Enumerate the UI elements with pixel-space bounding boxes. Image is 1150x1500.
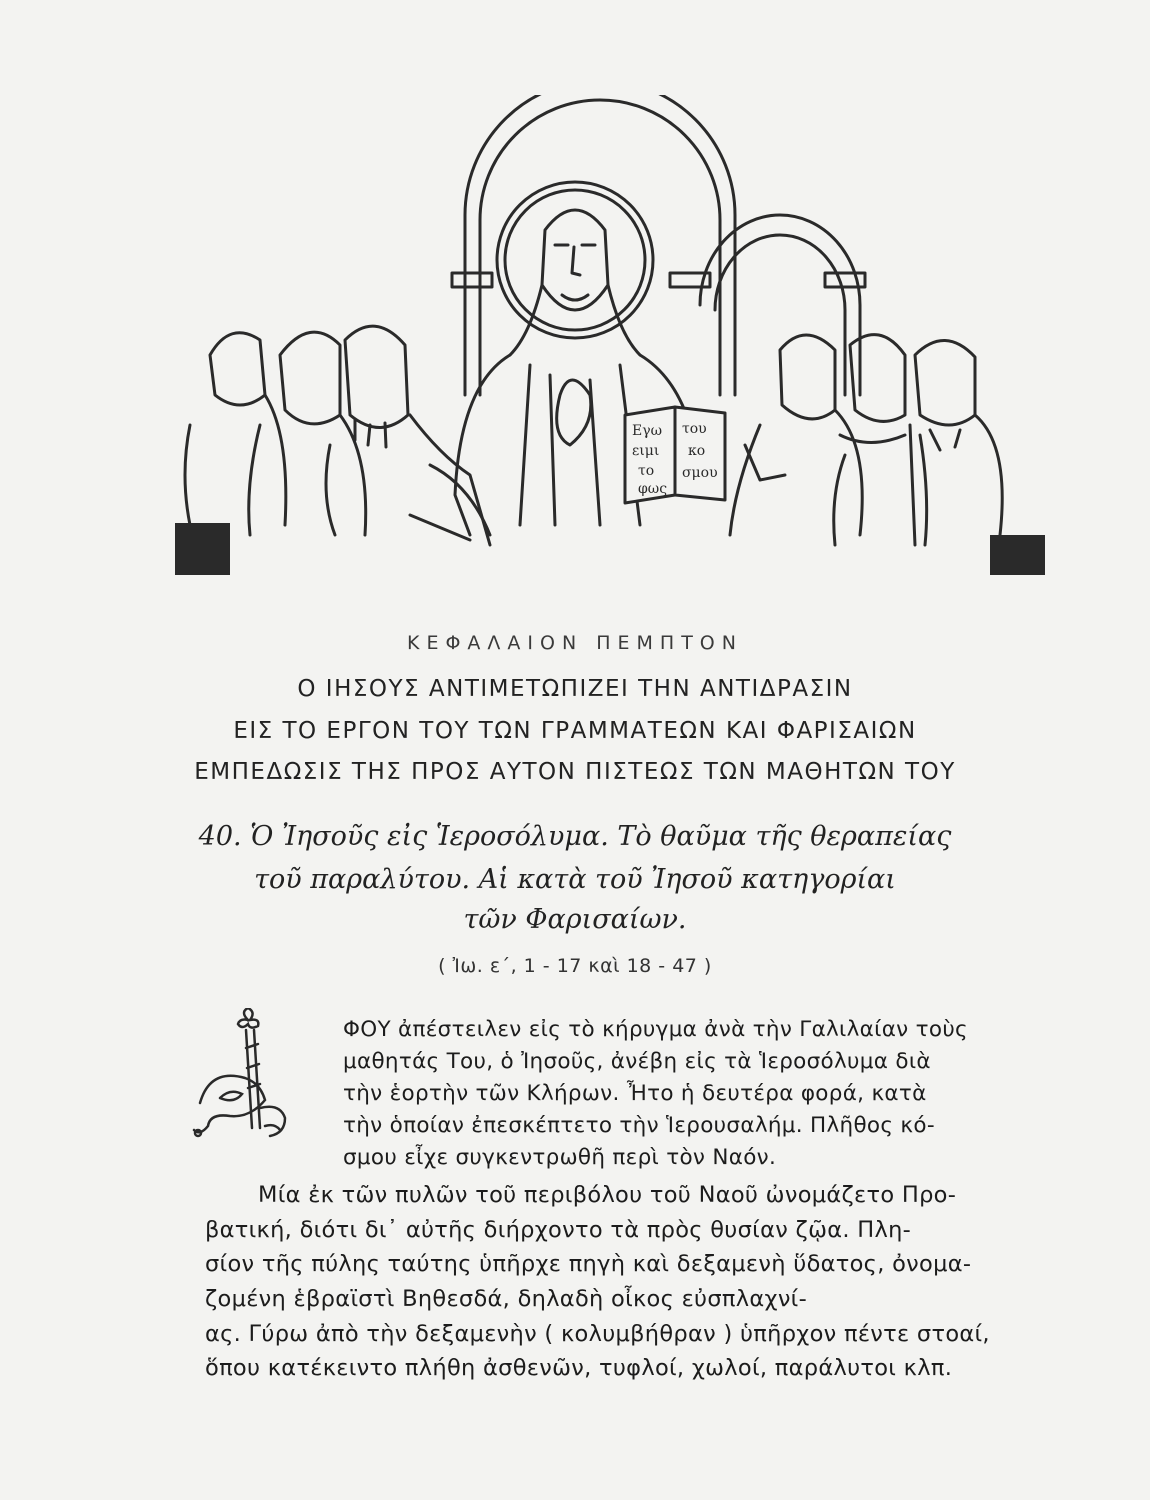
paragraph-line-3: σίον τῆς πύλης ταύτης ὑπῆρχε πηγὴ καὶ δεξαμενὴ ὕδατος, ὀνομα- — [205, 1251, 972, 1277]
right-figures — [730, 335, 1002, 545]
book-text-left-4: φως — [638, 481, 668, 497]
dropcap-paragraph-line-5: σμου εἶχε συγκεντρωθῆ περὶ τὸν Ναόν. — [343, 1145, 777, 1170]
chapter-heading-line-1: Ο ΙΗΣΟΥΣ ΑΝΤΙΜΕΤΩΠΙΖΕΙ ΤΗΝ ΑΝΤΙΔΡΑΣΙΝ — [297, 676, 853, 702]
book-text-right-3: σμου — [682, 465, 718, 481]
book-text-left-2: ειμι — [632, 443, 660, 459]
book-text-left-1: Εγω — [632, 423, 663, 439]
left-figures — [185, 326, 490, 545]
dropcap-paragraph-line-4: τὴν ὁποίαν ἐπεσκέπτετο τὴν Ἱερουσαλήμ. Πλῆθος κό- — [343, 1113, 935, 1138]
chapter-heading-line-3: ΕΜΠΕΔΩΣΙΣ ΤΗΣ ΠΡΟΣ ΑΥΤΟΝ ΠΙΣΤΕΩΣ ΤΩΝ ΜΑΘΗΤΩΝ ΤΟΥ — [194, 759, 956, 785]
section-title-line-3: τῶν Φαρισαίων. — [463, 904, 687, 935]
paragraph-line-4: ζομένη ἑβραϊστὶ Βηθεσδά, δηλαδὴ οἶκος εὐσπλαχνί- — [205, 1286, 808, 1312]
open-book-icon — [625, 407, 725, 503]
christ-teaching-illustration — [170, 95, 1050, 585]
chapter-heading-line-2: ΕΙΣ ΤΟ ΕΡΓΟΝ ΤΟΥ ΤΩΝ ΓΡΑΜΜΑΤΕΩΝ ΚΑΙ ΦΑΡΙΣΑΙΩΝ — [233, 718, 917, 744]
book-text-right-2: κο — [688, 443, 706, 459]
paragraph-line-6: ὅπου κατέκειντο πλήθη ἀσθενῶν, τυφλοί, χωλοί, παράλυτοι κλπ. — [205, 1355, 953, 1381]
dropcap-paragraph-line-2: μαθητάς Του, ὁ Ἰησοῦς, ἀνέβη εἰς τὰ Ἱεροσόλυμα διὰ — [343, 1049, 931, 1074]
halo — [497, 182, 653, 338]
chapter-label: ΚΕΦΑΛΑΙΟΝ ΠΕΜΠΤΟΝ — [407, 632, 743, 654]
scripture-reference: ( Ἰω. ε΄, 1 - 17 καὶ 18 - 47 ) — [438, 955, 712, 977]
dropcap-paragraph-line-1: ΦΟΥ ἀπέστειλεν εἰς τὸ κήρυγμα ἀνὰ τὴν Γαλιλαίαν τοὺς — [343, 1017, 968, 1042]
decorative-initial-icon — [190, 1008, 320, 1148]
section-title-line-2: τοῦ παραλύτου. Αἱ κατὰ τοῦ Ἰησοῦ κατηγορίαι — [254, 864, 896, 895]
book-text-right-1: του — [682, 421, 707, 437]
paragraph-line-2: βατική, διότι δι᾽ αὐτῆς διήρχοντο τὰ πρὸς θυσίαν ζῷα. Πλη- — [205, 1217, 912, 1243]
paragraph-line-5: ας. Γύρω ἀπὸ τὴν δεξαμενὴν ( κολυμβήθραν ) ὑπῆρχον πέντε στοαί, — [205, 1321, 990, 1347]
dropcap-paragraph-line-3: τὴν ἑορτὴν τῶν Κλήρων. Ἦτο ἡ δευτέρα φορά, κατὰ — [343, 1081, 927, 1106]
section-title-line-1: 40. Ὁ Ἰησοῦς εἰς Ἱεροσόλυμα. Τὸ θαῦμα τῆς θεραπείας — [198, 821, 952, 852]
book-text-left-3: το — [638, 463, 655, 479]
paragraph-line-1: Μία ἐκ τῶν πυλῶν τοῦ περιβόλου τοῦ Ναοῦ ὠνομάζετο Προ- — [258, 1182, 957, 1208]
